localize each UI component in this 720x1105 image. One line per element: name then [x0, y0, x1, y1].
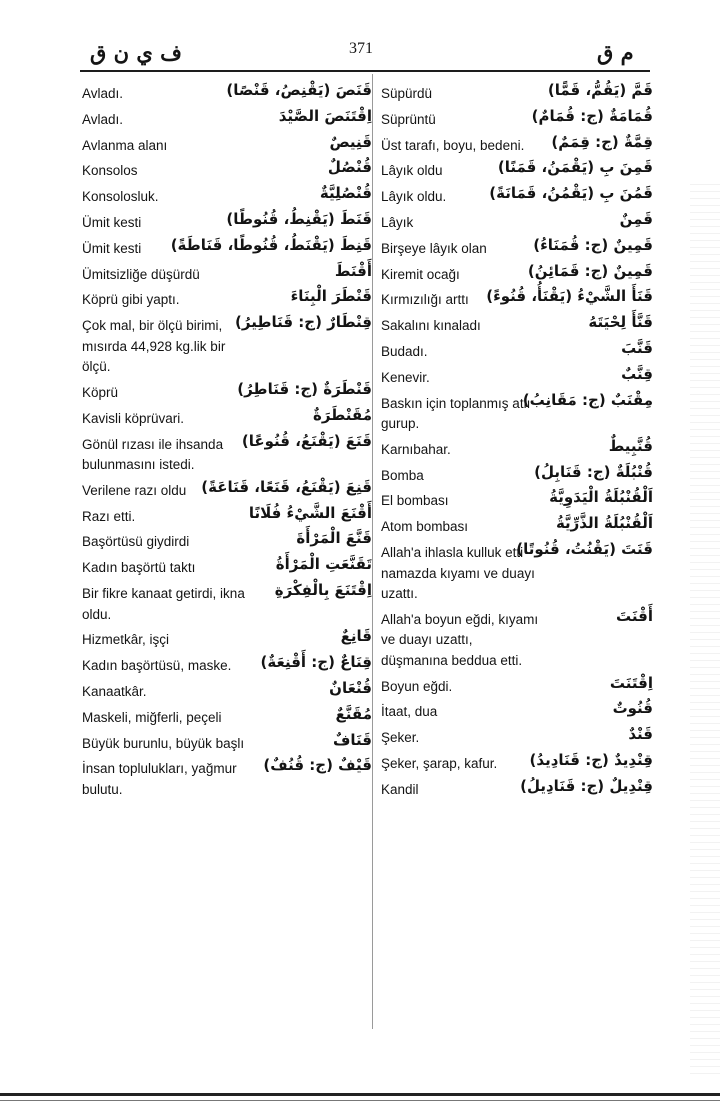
turkish-definition: Üst tarafı, boyu, bedeni. — [381, 137, 525, 153]
page-number: 371 — [349, 40, 373, 57]
turkish-definition: Kandil — [381, 781, 419, 797]
dictionary-entry — [381, 462, 653, 487]
bottom-rule — [0, 1093, 720, 1096]
arabic-headword: قِنَاعٌ (ج: أَقْنِعَةٌ) — [260, 653, 372, 672]
arabic-headword: قُنَّبِيطٌ — [608, 436, 653, 455]
dictionary-entry — [381, 261, 653, 286]
dictionary-entry — [82, 287, 372, 311]
arabic-headword: قَيْفٌ (ج: قُنُفٌ) — [263, 756, 372, 775]
turkish-definition: Çok mal, bir ölçü birimi, mısırda 44,928 kg.lik bir ölçü. — [82, 318, 226, 375]
dictionary-entry — [82, 756, 372, 800]
arabic-headword: قَمُنَ بِ (يَقْمُنُ، قَمَانَةً) — [489, 184, 653, 203]
turkish-definition: Lâyık oldu. — [381, 189, 447, 205]
arabic-headword: اَلْقُنْبُلَةُ الذَّرِّيَّةُ — [555, 514, 653, 533]
arabic-headword: قُنْبُلَةٌ (ج: قَنَابِلُ) — [534, 462, 653, 481]
dictionary-entry — [82, 653, 372, 677]
turkish-definition: Razı etti. — [82, 508, 136, 524]
arabic-headword: اِقْتَنَتَ — [609, 673, 653, 692]
turkish-definition: Kadın başörtüsü, maske. — [82, 658, 232, 674]
turkish-definition: Baskın için toplanmış atlı gurup. — [381, 395, 531, 432]
turkish-definition: Allah'a boyun eğdi, kıyamı ve duayı uzattı, düşmanına beddua etti. — [381, 611, 539, 668]
turkish-definition: Kanaatkâr. — [82, 683, 147, 699]
turkish-definition: Birşeye lâyık olan — [381, 240, 487, 256]
arabic-headword: قُنْصُلٌ — [327, 158, 372, 177]
dictionary-entry — [82, 678, 372, 703]
dictionary-entry — [82, 209, 372, 234]
arabic-headword: قَنَّبَ — [621, 338, 653, 357]
turkish-definition: El bombası — [381, 493, 449, 509]
turkish-definition: Konsolos — [82, 163, 138, 179]
turkish-definition: Kırmızılığı arttı — [381, 292, 469, 308]
arabic-headword: قَمِينٌ (ج: قَمَائِنُ) — [527, 261, 653, 280]
turkish-definition: Avladı. — [82, 86, 124, 101]
dictionary-entry — [82, 132, 372, 157]
turkish-definition: Kiremit ocağı — [381, 266, 460, 282]
arabic-headword: قَنِيصٌ — [329, 132, 372, 151]
dictionary-entry — [381, 540, 653, 605]
dictionary-entry — [82, 431, 372, 476]
arabic-headword: قِنَّبٌ — [621, 364, 653, 383]
arabic-headword: قَنْطَرَةٌ (ج: قَنَاطِرُ) — [237, 379, 372, 398]
arabic-headword: قُمَامَةٌ (ج: قُمَامٌ) — [531, 106, 653, 125]
arabic-headword: اِقْتَنَعَ بِالْفِكْرَةِ — [274, 581, 372, 600]
arabic-headword: قَنِطَ (يَقْنَطُ، قُنُوطًا، قَنَاطَةً) — [170, 235, 372, 254]
dictionary-entry — [381, 673, 653, 698]
dictionary-entry — [381, 514, 653, 538]
arabic-headword: قَنَتَ (يَقْنُتُ، قُنُوتًا) — [516, 540, 653, 559]
dictionary-entry — [82, 503, 372, 528]
turkish-definition: Avlanma alanı — [82, 137, 168, 153]
dictionary-entry — [381, 235, 653, 260]
dictionary-entry — [381, 488, 653, 512]
turkish-definition: Verilene razı oldu — [82, 482, 187, 498]
arabic-headword: مُقَنَّعٌ — [335, 704, 372, 723]
dictionary-entry — [82, 106, 372, 131]
dictionary-entry — [381, 725, 653, 749]
scan-speckle — [690, 180, 720, 1080]
dictionary-entry — [381, 287, 653, 311]
turkish-definition: Kavisli köprüvari. — [82, 410, 185, 426]
dictionary-entry — [82, 627, 372, 651]
dictionary-entry — [381, 390, 653, 435]
arabic-headword: قِنْدِيلٌ (ج: قَنَادِيلُ) — [520, 776, 653, 795]
dictionary-entry — [82, 529, 372, 553]
arabic-headword: اَلْقُنْبُلَةُ الْيَدَوِيَّةُ — [549, 488, 653, 507]
turkish-definition: Büyük burunlu, büyük başlı — [82, 735, 245, 751]
arabic-headword: قَمَّ (يَقُمُّ، قَمًّا) — [547, 81, 653, 99]
turkish-definition: Sakalını kınaladı — [381, 318, 481, 334]
dictionary-entry — [82, 555, 372, 579]
turkish-definition: Allah'a ihlasla kulluk etti namazda kıyamı ve duayı uzattı. — [381, 545, 535, 602]
arabic-headword: قَنْدٌ — [628, 725, 653, 744]
arabic-headword: قَنَّأَ لِحْيَتَهُ — [588, 313, 653, 332]
dictionary-entry — [381, 313, 653, 337]
turkish-definition: Hizmetkâr, işçi — [82, 632, 170, 648]
turkish-definition: Başörtüsü giydirdi — [82, 534, 190, 550]
arabic-headword: قَمِينٌ (ج: قُمَنَاءُ) — [533, 235, 653, 254]
arabic-headword: قَنَافٌ — [332, 730, 372, 749]
arabic-headword: اِقْتَنَصَ الصَّيْدَ — [278, 106, 372, 125]
arabic-headword: قِنْطَارٌ (ج: قَنَاطِيرُ) — [235, 313, 372, 332]
arabic-headword: تَقَنَّعَتِ الْمَرْأَةُ — [275, 555, 372, 574]
turkish-definition: Boyun eğdi. — [381, 678, 453, 694]
turkish-definition: Ümit kesti — [82, 240, 142, 256]
turkish-definition: Ümit kesti — [82, 214, 142, 230]
dictionary-entry — [381, 436, 653, 461]
turkish-definition: Gönül rızası ile ihsanda bulunmasını istedi. — [82, 436, 224, 473]
turkish-definition: Kenevir. — [381, 369, 430, 385]
arabic-headword: قَنِعَ (يَقْنَعُ، قَنَعًا، قَنَاعَةً) — [201, 477, 372, 496]
arabic-headword: قِنْدِيدٌ (ج: قَنَادِيدُ) — [529, 751, 653, 770]
turkish-definition: Bomba — [381, 467, 424, 483]
dictionary-entry — [381, 132, 653, 157]
arabic-headword: قَنْطَرَ الْبِنَاءَ — [290, 287, 372, 306]
turkish-definition: Şeker, şarap, kafur. — [381, 756, 498, 772]
header-left-letters: ف ي ن ق — [90, 40, 182, 65]
arabic-headword: قَمِنٌ — [619, 209, 653, 228]
arabic-headword: قَنَأَ الشَّيْءُ (يَقْنَأُ، قُنُوءً) — [486, 287, 653, 306]
dictionary-entry — [381, 81, 653, 105]
dictionary-entry — [381, 158, 653, 182]
dictionary-entry — [381, 364, 653, 389]
turkish-definition: Köprü — [82, 384, 119, 400]
turkish-definition: Kadın başörtü taktı — [82, 560, 196, 576]
arabic-headword: قُنُوتٌ — [612, 699, 653, 718]
arabic-headword: قَنَعَ (يَقْنَعُ، قُنُوعًا) — [241, 431, 372, 450]
turkish-definition: Lâyık — [381, 214, 414, 230]
arabic-headword: مِقْنَبٌ (ج: مَقَانِبُ) — [522, 390, 653, 409]
dictionary-entry — [82, 379, 372, 404]
arabic-headword: قَانِعٌ — [340, 627, 372, 646]
turkish-definition: Şeker. — [381, 730, 420, 746]
arabic-headword: قَنَصَ (يَقْنِصُ، قَنْصًا) — [226, 81, 372, 99]
arabic-headword: قُنْصُلِيَّةٌ — [319, 184, 372, 203]
dictionary-entry — [381, 338, 653, 363]
arabic-headword: قُنْعَانٌ — [329, 678, 372, 697]
arabic-headword: قَنَطَ (يَقْنِطُ، قُنُوطًا) — [226, 209, 372, 228]
right-column — [381, 81, 653, 806]
turkish-definition: Maskeli, miğferli, peçeli — [82, 709, 222, 725]
dictionary-entry — [82, 261, 372, 286]
turkish-definition: Süprüntü — [381, 111, 436, 127]
dictionary-entry — [381, 751, 653, 775]
turkish-definition: Bir fikre kanaat getirdi, ikna oldu. — [82, 586, 245, 622]
turkish-definition: Budadı. — [381, 343, 428, 359]
dictionary-entry — [381, 776, 653, 801]
dictionary-entry — [381, 699, 653, 723]
turkish-definition: Süpürdü — [381, 86, 433, 101]
column-divider — [372, 74, 373, 1029]
dictionary-entry — [82, 405, 372, 430]
dictionary-entry — [82, 477, 372, 502]
header-right-letters: م ق — [597, 40, 634, 65]
dictionary-entry — [82, 730, 372, 755]
arabic-headword: مُقَنْطَرَةٌ — [312, 405, 372, 424]
turkish-definition: Ümitsizliğe düşürdü — [82, 266, 200, 282]
arabic-headword: أَقْنَطَ — [334, 261, 372, 280]
dictionary-entry — [82, 184, 372, 208]
turkish-definition: Konsolosluk. — [82, 189, 159, 205]
dictionary-entry — [381, 106, 653, 131]
dictionary-entry — [82, 81, 372, 105]
dictionary-entry — [82, 704, 372, 729]
dictionary-entry — [381, 209, 653, 234]
left-column — [82, 81, 372, 806]
turkish-definition: Avladı. — [82, 111, 124, 127]
arabic-headword: قَنَّعَ الْمَرْأَةَ — [296, 529, 372, 548]
arabic-headword: أَقْنَتَ — [616, 606, 653, 625]
arabic-headword: قَمِنَ بِ (يَقْمَنُ، قَمَنًا) — [497, 158, 653, 177]
arabic-headword: قِمَّةٌ (ج: قِمَمٌ) — [551, 132, 653, 151]
turkish-definition: Köprü gibi yaptı. — [82, 292, 180, 308]
dictionary-entry — [381, 606, 653, 672]
turkish-definition: İnsan toplulukları, yağmur bulutu. — [82, 761, 237, 797]
arabic-headword: أَقْنَعَ الشَّيْءُ فُلَانًا — [248, 503, 372, 522]
turkish-definition: Atom bombası — [381, 519, 469, 535]
bottom-rule-thin — [0, 1100, 720, 1101]
turkish-definition: İtaat, dua — [381, 704, 438, 720]
dictionary-entry — [82, 313, 372, 378]
dictionary-entry — [82, 235, 372, 260]
dictionary-entry — [82, 581, 372, 625]
turkish-definition: Lâyık oldu — [381, 163, 443, 179]
turkish-definition: Karnıbahar. — [381, 441, 451, 457]
dictionary-entry — [82, 158, 372, 182]
header-rule — [80, 70, 650, 72]
dictionary-entry — [381, 184, 653, 208]
